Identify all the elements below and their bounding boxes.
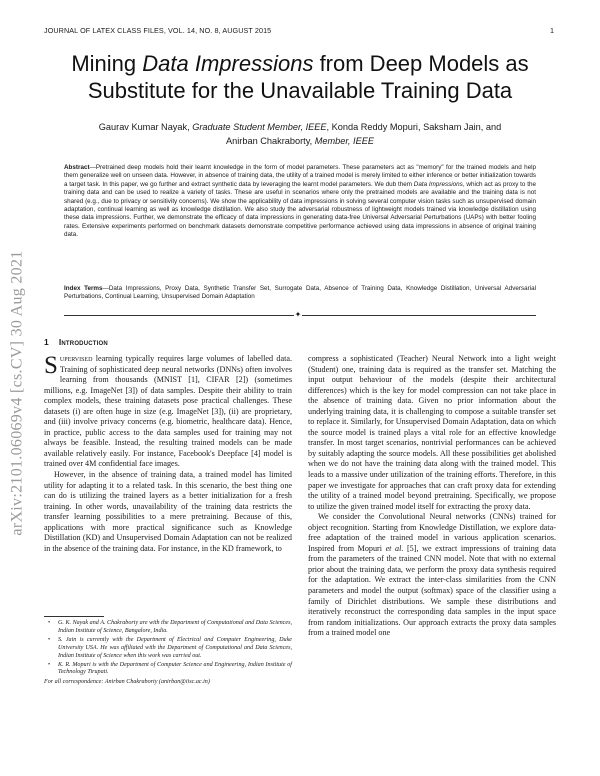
footnote — [44, 637, 292, 661]
title-emphasis: Data Impressions — [142, 51, 314, 76]
abstract-text-2: , which act as proxy to the training data and can be used to realize a variety of tasks. These are useful in scenarios where only the pretrained models are available and the training data is not shared (e.g., due to privacy or sensitivity concerns). We show the applicability of data impressions in solving several computer vision tasks such as unsupervised domain adaptation, continual learning as well as knowledge distillation. We also study the adversarial robustness of lightweight models trained via knowledge distillation using these data impressions. Further, we demonstrate the efficacy of data impressions in generating data-free Universal Adversarial Perturbations (UAPs) with better fooling rates. Extensive experiments performed on benchmark datasets demonstrate competitive performance achieved using data impressions in absence of original training data. — [64, 180, 536, 239]
right-column — [308, 354, 556, 639]
footnote — [44, 620, 292, 636]
paragraph-text: We consider the Convolutional Neural networks (CNNs) trained for object recognition. Starting from Knowledge Distillation, we explore data-free adaptation of the trained model in various application scenarios. Inspired from Mopuri — [308, 512, 556, 553]
divider-ornament-icon: ✦ — [294, 310, 302, 319]
drop-cap: S — [44, 352, 58, 379]
abstract-text-1: —Pretrained deep models hold their learnt knowledge in the form of model parameters. These parameters act as "memory" for the trained models and help them generalize well on unseen data. However, in absence of training data, the utility of a trained model is merely limited to either inference or better initialization towards a target task. In this paper, we go further and extract synthetic data by leveraging the learnt model parameters. We dub them — [64, 164, 536, 188]
paragraph-text: learning typically requires large volumes of labelled data. Training of sophisticated deep neural networks (DNNs) often involves learning from thousands (MNIST [1], CIFAR [2]) (sometimes millions, e.g. ImageNet [3]) of data samples. Despite their ability to train complex models, these training datasets pose practical challenges. These datasets (i) are often huge in size (e.g. ImageNet [3]), (ii) are proprietary, and (iii) involve privacy concerns (e.g. biometric, healthcare data). Hence, in practice, public access to the data samples used for training may not always be feasible. Instead, the resulting trained models can be made available relatively easily. For instance, Facebook's Deepface [4] model is trained over 4M confidential face images. — [44, 354, 292, 469]
footnote-text: G. K. Nayak and A. Chakraborty are with the Department of Computational and Data Sciences, Indian Institute of Science, Bangalore, India. — [58, 620, 292, 634]
bullet-icon: • — [48, 636, 51, 643]
author-list — [60, 120, 540, 148]
authors-2: , Konda Reddy Mopuri, Saksham Jain, and — [326, 122, 502, 132]
index-terms — [64, 285, 536, 302]
lead-word: upervised — [59, 354, 93, 363]
intro-paragraph-1 — [44, 354, 292, 470]
abstract-label: Abstract — [64, 164, 90, 171]
left-column — [44, 354, 292, 554]
author-1-role: Graduate Student Member, IEEE — [192, 122, 327, 132]
footnote-rule — [44, 616, 104, 617]
footnote — [44, 662, 292, 678]
intro-paragraph-2: However, in the absence of training data, a trained model has limited utility for adapting it to a related task. In this scenario, the best thing one can do is utilizing the trained layers as a better initialization for a fresh training. In other words, unavailability of the training data restricts the transfer learning possibilities to a mere pretraining. Because of this, applications with more practical significance such as Knowledge Distillation (KD) and Unsupervised Domain Adaptation can not be realized in the absence of the training data. For instance, in the KD framework, to — [44, 470, 292, 553]
arxiv-stamp — [0, 208, 36, 578]
paragraph-emphasis: et al. — [385, 543, 404, 553]
abstract-emphasis: Data Impressions — [413, 180, 463, 188]
index-terms-label: Index Terms — [64, 285, 103, 292]
intro-paragraph-3: compress a sophisticated (Teacher) Neural Network into a light weight (Student) one, training data is required as the transfer set. Matching the input output behaviour of the models (despite their architectural differences) which is the key for model compression can not take place in the absence of training data. Given no prior information about the underlying training data, it is challenging to compose a suitable transfer set to replace it. Similarly, for Unsupervised Domain Adaptation, data on which the source model is trained plays a vital role for an effective knowledge transfer. In most target scenarios, nontrivial performances can be achieved by suitably adapting the source models. All these possibilities get abolished when we do not have the training data along with the trained model. This leads to a massive under utilization of the training efforts. Therefore, in this paper we investigate for approaches that can craft proxy data for extending the utility of a trained model beyond pretraining. Specifically, we propose to utilize the given trained model itself for extracting the proxy data. — [308, 354, 556, 511]
paragraph-text: [5], we extract impressions of training data from the parameters of the trained CNN model. Note that with no external prior about the training data, we perform the proxy data synthesis required for the adaptation. We extract the inter-class similarities from the CNN parameters and model the output (softmax) space of the classifier using a family of Dirichlet distributions. We sample these distributions and iteratively reconstruct the corresponding data samples in the input space from random initializations. Our approach extracts the proxy data samples from a trained model one — [308, 543, 556, 638]
paper-title — [44, 50, 556, 104]
abstract — [64, 164, 536, 240]
author-4: Anirban Chakraborty, — [226, 136, 315, 146]
bullet-icon: • — [48, 661, 51, 668]
intro-paragraph-4 — [308, 512, 556, 639]
arxiv-stamp-text: arXiv:2101.06069v4 [cs.CV] 30 Aug 2021 — [9, 250, 27, 536]
page-number: 1 — [550, 26, 554, 35]
section-number: 1 — [44, 337, 49, 347]
footnote-text: K. R. Mopuri is with the Department of Computer Science and Engineering, Indian Institute of Technology Tirupati. — [58, 661, 292, 676]
footnotes — [44, 620, 292, 687]
index-terms-text: —Data Impressions, Proxy Data, Synthetic Transfer Set, Surrogate Data, Absence of Training Data, Knowledge Distillation, Universal Adversarial Perturbations, Continual Learning, Unsupervised Domain Adaptation — [64, 285, 536, 301]
author-1: Gaurav Kumar Nayak, — [98, 122, 193, 132]
section-heading — [44, 337, 108, 347]
title-part-2: from Deep Models as Substitute for the Unavailable Training Data — [87, 51, 529, 103]
author-4-role: Member, IEEE — [314, 136, 374, 146]
correspondence-note: For all correspondence: Anirban Chakraborty (anirban@iisc.ac.in) — [44, 679, 210, 686]
section-title: Introduction — [58, 337, 108, 347]
title-part-1: Mining — [71, 51, 143, 76]
footnote-text: S. Jain is currently with the Department of Electrical and Computer Engineering, Duke University USA. He was affiliated with the Department of Computational and Data Sciences, Indian Institute of Science when this work was carried out. — [58, 636, 292, 659]
bullet-icon: • — [48, 620, 51, 626]
running-header: JOURNAL OF LATEX CLASS FILES, VOL. 14, NO. 8, AUGUST 2015 — [44, 26, 272, 35]
